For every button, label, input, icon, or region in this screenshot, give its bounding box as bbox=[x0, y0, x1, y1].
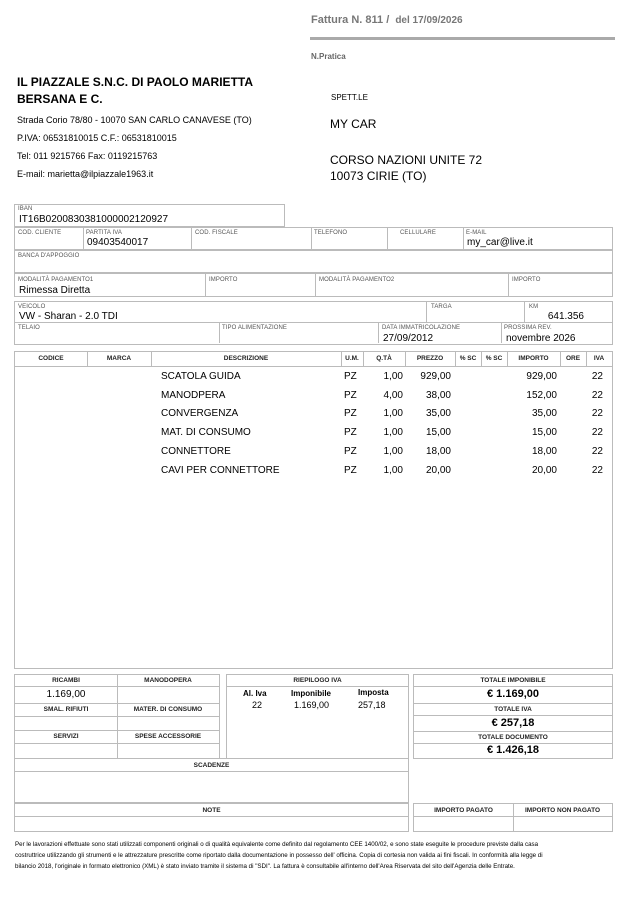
imponibile-label: Imponibile bbox=[291, 689, 331, 698]
cod-cliente-label: COD. CLIENTE bbox=[18, 230, 62, 236]
row-iva: 22 bbox=[591, 427, 603, 439]
footer-line1: Per le lavorazioni effettuate sono stati utilizzati componenti originali o di qualità equivalente come definito dal regolamento CEE 1400/02, e sono state eseguite le procedure previste dalla casa bbox=[15, 841, 539, 848]
email-label: E-MAIL bbox=[466, 230, 487, 236]
pagato-box bbox=[413, 803, 613, 832]
row-iva: 22 bbox=[591, 371, 603, 382]
row-description: SCATOLA GUIDA bbox=[161, 371, 241, 382]
issuer-email: E-mail: marietta@ilpiazzale1963.it bbox=[17, 169, 154, 179]
tot-imponibile-value: € 1.169,00 bbox=[487, 688, 539, 700]
vehicle-row-2 bbox=[14, 323, 613, 345]
issuer-phone: Tel: 011 9215766 Fax: 0119215763 bbox=[17, 151, 158, 161]
row-price: 38,00 bbox=[425, 389, 451, 401]
alimentazione-label: TIPO ALIMENTAZIONE bbox=[222, 325, 288, 331]
row-um: PZ bbox=[344, 445, 357, 457]
divider bbox=[205, 274, 206, 296]
divider bbox=[463, 228, 464, 249]
telefono-label: TELEFONO bbox=[314, 230, 348, 236]
row-iva: 22 bbox=[591, 445, 603, 457]
note-label: NOTE bbox=[202, 807, 221, 814]
col-marca: MARCA bbox=[106, 355, 132, 362]
row-um: PZ bbox=[344, 427, 357, 439]
tot-iva-value: € 257,18 bbox=[491, 717, 535, 729]
imponibile-value: 1.169,00 bbox=[294, 700, 330, 710]
footer-line2: costruttrice utilizzando gli strumenti e le attrezzature prescritte come riportato dalla documentazione in possesso dell' officina. Copia di cortesia non valida ai fini fiscali. In conformità alla legge di bbox=[15, 852, 543, 859]
row-um: PZ bbox=[344, 389, 357, 401]
imposta-value: 257,18 bbox=[358, 700, 386, 710]
imposta-label: Imposta bbox=[358, 688, 389, 697]
row-price: 20,00 bbox=[425, 464, 451, 476]
col-descrizione: DESCRIZIONE bbox=[223, 355, 269, 362]
pratica-label: N.Pratica bbox=[311, 52, 346, 61]
manodopera-label: MANODOPERA bbox=[144, 677, 192, 684]
col-iva: IVA bbox=[593, 355, 605, 362]
row-description: CONNETTORE bbox=[161, 445, 231, 457]
partita-iva-value: 09403540017 bbox=[87, 237, 149, 248]
row-amount: 15,00 bbox=[531, 427, 557, 439]
payment1-value: Rimessa Diretta bbox=[19, 285, 91, 296]
issuer-name bbox=[17, 74, 253, 108]
client-row bbox=[14, 227, 613, 250]
scadenze-box bbox=[14, 758, 409, 803]
targa-label: TARGA bbox=[431, 304, 452, 310]
veicolo-label: VEICOLO bbox=[18, 304, 46, 310]
row-price: 35,00 bbox=[425, 408, 451, 420]
table-row bbox=[15, 390, 612, 404]
table-row bbox=[15, 427, 612, 441]
col-sc1: % SC bbox=[459, 355, 477, 362]
issuer-details bbox=[17, 111, 252, 183]
vehicle-row bbox=[14, 301, 613, 323]
invoice-date: del 17/09/2026 bbox=[395, 15, 463, 26]
riepilogo-label: RIEPILOGO IVA bbox=[293, 677, 342, 684]
ricambi-value: 1.169,00 bbox=[46, 689, 86, 700]
riepilogo-iva bbox=[226, 674, 409, 759]
divider bbox=[378, 323, 379, 343]
recipient-label: SPETT.LE bbox=[331, 93, 368, 102]
recipient-address bbox=[330, 152, 482, 184]
recipient-street: CORSO NAZIONI UNITE 72 bbox=[330, 153, 483, 167]
row-price: 18,00 bbox=[425, 445, 451, 457]
row-amount: 35,00 bbox=[531, 408, 557, 420]
divider bbox=[219, 323, 220, 343]
revisione-value: novembre 2026 bbox=[506, 333, 576, 344]
row-amount: 152,00 bbox=[526, 389, 557, 401]
cod-fiscale-label: COD. FISCALE bbox=[195, 230, 238, 236]
iban-label: IBAN bbox=[18, 206, 33, 212]
tot-imponibile-label: TOTALE IMPONIBILE bbox=[480, 677, 546, 684]
divider bbox=[524, 302, 525, 322]
col-um: U.M. bbox=[345, 355, 359, 362]
header-divider bbox=[310, 37, 615, 40]
invoice-title bbox=[311, 14, 463, 26]
row-iva: 22 bbox=[591, 389, 603, 401]
tot-doc-value: € 1.426,18 bbox=[487, 744, 539, 756]
footer-line3: bilancio 2018, l'originale in formato elettronico (XML) è stato inviato tramite il sistema di "SDI". La fattura è consultabile all'interno dell'Area Riservata del sito dell'Agenzia delle Entrate. bbox=[15, 863, 515, 870]
ricambi-label: RICAMBI bbox=[52, 677, 80, 684]
tot-doc-label: TOTALE DOCUMENTO bbox=[478, 734, 548, 741]
col-sc2: % SC bbox=[485, 355, 503, 362]
scadenze-label: SCADENZE bbox=[193, 762, 230, 769]
iban-value: IT16B0200830381000002120927 bbox=[19, 214, 169, 225]
table-row bbox=[15, 408, 612, 422]
totals-breakdown bbox=[14, 674, 220, 759]
immatricolazione-label: DATA IMMATRICOLAZIONE bbox=[382, 325, 461, 331]
divider bbox=[508, 274, 509, 296]
divider bbox=[83, 228, 84, 249]
al-iva-value: 22 bbox=[252, 700, 263, 710]
table-row bbox=[15, 446, 612, 460]
row-qty: 1,00 bbox=[383, 427, 403, 439]
payment2-label: MODALITÀ PAGAMENTO2 bbox=[319, 277, 395, 283]
importo1-label: IMPORTO bbox=[209, 277, 238, 283]
row-description: MAT. DI CONSUMO bbox=[161, 427, 251, 439]
row-qty: 1,00 bbox=[383, 408, 403, 420]
servizi-label: SERVIZI bbox=[53, 733, 79, 740]
items-table bbox=[14, 351, 613, 669]
importo-non-pagato-label: IMPORTO NON PAGATO bbox=[525, 807, 600, 814]
row-description: CAVI PER CONNETTORE bbox=[161, 464, 280, 476]
issuer-address: Strada Corio 78/80 - 10070 SAN CARLO CANAVESE (TO) bbox=[17, 115, 252, 125]
veicolo-value: VW - Sharan - 2.0 TDI bbox=[19, 311, 118, 322]
table-row bbox=[15, 371, 612, 385]
iban-box bbox=[14, 204, 285, 227]
row-amount: 20,00 bbox=[531, 464, 557, 476]
row-amount: 18,00 bbox=[531, 445, 557, 457]
divider bbox=[315, 274, 316, 296]
divider bbox=[501, 323, 502, 343]
table-header bbox=[15, 352, 612, 367]
payment1-label: MODALITÀ PAGAMENTO1 bbox=[18, 277, 94, 283]
divider bbox=[311, 228, 312, 249]
tot-iva-label: TOTALE IVA bbox=[494, 706, 532, 713]
spese-label: SPESE ACCESSORIE bbox=[134, 733, 202, 740]
divider bbox=[387, 228, 388, 249]
row-qty: 4,00 bbox=[383, 389, 403, 401]
col-qta: Q.TÀ bbox=[376, 355, 392, 362]
smal-label: SMAL. RIFIUTI bbox=[43, 706, 89, 713]
row-price: 929,00 bbox=[420, 371, 451, 382]
mater-label: MATER. DI CONSUMO bbox=[133, 706, 203, 713]
revisione-label: PROSSIMA REV. bbox=[504, 325, 552, 331]
row-iva: 22 bbox=[591, 464, 603, 476]
al-iva-label: Al. Iva bbox=[243, 689, 267, 698]
row-description: MANODPERA bbox=[161, 389, 226, 401]
recipient-name: MY CAR bbox=[330, 117, 377, 131]
recipient-city: 10073 CIRIE (TO) bbox=[330, 169, 427, 183]
col-prezzo: PREZZO bbox=[416, 355, 444, 362]
col-importo: IMPORTO bbox=[518, 355, 549, 362]
row-qty: 1,00 bbox=[383, 445, 403, 457]
km-value: 641.356 bbox=[547, 311, 584, 322]
row-qty: 1,00 bbox=[383, 371, 403, 382]
issuer-vat: P.IVA: 06531810015 C.F.: 06531810015 bbox=[17, 133, 177, 143]
partita-iva-label: PARTITA IVA bbox=[86, 230, 122, 236]
email-value: my_car@live.it bbox=[467, 237, 533, 248]
row-um: PZ bbox=[344, 371, 357, 382]
col-ore: ORE bbox=[565, 355, 581, 362]
row-qty: 1,00 bbox=[383, 464, 403, 476]
importo-pagato-label: IMPORTO PAGATO bbox=[434, 807, 493, 814]
banca-label: BANCA D'APPOGGIO bbox=[18, 253, 80, 259]
issuer-name-line2: BERSANA E C. bbox=[17, 92, 103, 106]
footer-disclaimer bbox=[15, 839, 615, 872]
issuer-name-line1: IL PIAZZALE S.N.C. DI PAOLO MARIETTA bbox=[17, 75, 253, 89]
row-um: PZ bbox=[344, 408, 357, 420]
row-description: CONVERGENZA bbox=[161, 408, 239, 420]
payment-row bbox=[14, 273, 613, 297]
totals-box bbox=[413, 674, 613, 759]
row-iva: 22 bbox=[591, 408, 603, 420]
invoice-number: Fattura N. 811 / bbox=[311, 14, 390, 26]
row-um: PZ bbox=[344, 464, 357, 476]
km-label: KM bbox=[529, 304, 539, 310]
table-row bbox=[15, 465, 612, 479]
divider bbox=[426, 302, 427, 322]
importo2-label: IMPORTO bbox=[512, 277, 541, 283]
row-amount: 929,00 bbox=[526, 371, 557, 382]
cellulare-label: CELLULARE bbox=[400, 230, 436, 236]
col-codice: CODICE bbox=[38, 355, 64, 362]
banca-box bbox=[14, 250, 613, 273]
divider bbox=[191, 228, 192, 249]
row-price: 15,00 bbox=[425, 427, 451, 439]
telaio-label: TELAIO bbox=[18, 325, 40, 331]
note-box bbox=[14, 803, 409, 832]
immatricolazione-value: 27/09/2012 bbox=[383, 333, 434, 344]
